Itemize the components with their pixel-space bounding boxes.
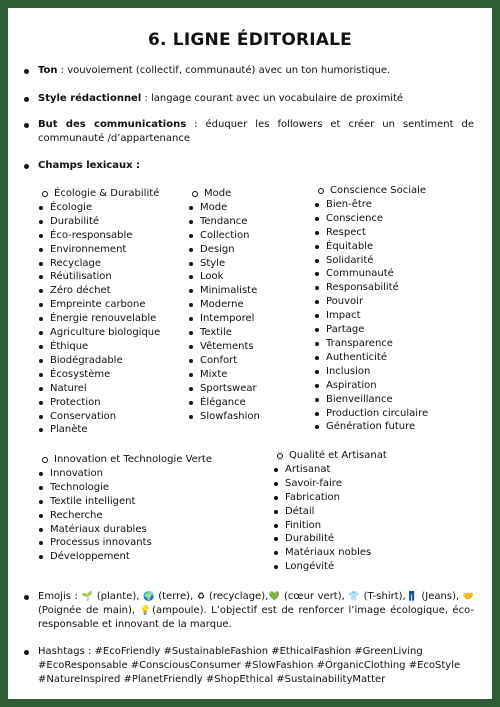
handshake-icon: 🤝: [462, 592, 474, 602]
green-heart-icon: 💚: [268, 592, 281, 602]
list-item: Respect: [314, 226, 428, 240]
list-item: Bien-être: [314, 198, 428, 212]
list-item: Matériaux durables: [38, 523, 212, 537]
list-item: Durabilité: [273, 532, 387, 546]
list-item: Pouvoir: [314, 295, 428, 309]
list-item: Authenticité: [314, 351, 428, 365]
recycle-icon: ♻: [196, 592, 206, 602]
group-heading: Innovation et Technologie Verte: [36, 453, 212, 467]
list-item: Élégance: [188, 396, 260, 410]
list-item: Innovation: [38, 467, 212, 481]
list-item: Transparence: [314, 337, 428, 351]
list-item: Planète: [38, 423, 160, 437]
champs-label: Champs lexicaux :: [38, 160, 141, 171]
list-item: Collection: [188, 229, 260, 243]
emoji-desc: (ampoule). L’objectif est de renforcer l’image écologique, éco-responsable et innovant de la marque.: [38, 605, 474, 630]
list-item: Éthique: [38, 340, 160, 354]
list-item: Minimaliste: [188, 284, 260, 298]
list-item: Production circulaire: [314, 407, 428, 421]
list-item: Bienveillance: [314, 393, 428, 407]
group-heading: Conscience Sociale: [312, 184, 428, 198]
list-item: Équitable: [314, 240, 428, 254]
group-innovation: [38, 453, 212, 564]
but-label: But des communications: [38, 119, 187, 130]
word-list: [188, 201, 260, 424]
list-item: Processus innovants: [38, 536, 212, 550]
list-item: Solidarité: [314, 254, 428, 268]
list-item: Finition: [273, 519, 387, 533]
list-item: Intemporel: [188, 312, 260, 326]
plant-icon: 🌱: [81, 592, 94, 602]
list-item: Responsabilité: [314, 281, 428, 295]
ton-text: : vouvoiement (collectif, communauté) avec un ton humoristique.: [57, 65, 391, 76]
group-heading: Écologie & Durabilité: [36, 187, 160, 201]
emoji-desc: (recyclage),: [205, 591, 269, 602]
but-text: : éduquer les followers et créer un sentiment de communauté /d’appartenance: [38, 119, 474, 144]
list-item: Éco-responsable: [38, 229, 160, 243]
tshirt-icon: 👕: [348, 592, 361, 602]
hashtags-text: Hashtags : #EcoFriendly #SustainableFashion #EthicalFashion #GreenLiving #EcoResponsable #ConsciousConsumer #SlowFashion #OrganicClothing #EcoStyle #NatureInspired #PlanetFriendly #ShopEthical #SustainabilityMatter: [38, 646, 461, 685]
list-item: Génération future: [314, 420, 428, 434]
list-item: Écosystème: [38, 368, 160, 382]
word-list: [314, 198, 428, 434]
list-item: Matériaux nobles: [273, 546, 387, 560]
list-item: Impact: [314, 309, 428, 323]
group-heading: Qualité et Artisanat: [271, 449, 387, 463]
list-item: Technologie: [38, 481, 212, 495]
list-item: Naturel: [38, 382, 160, 396]
list-item: Moderne: [188, 298, 260, 312]
list-item: Look: [188, 270, 260, 284]
list-item: Durabilité: [38, 215, 160, 229]
ton-label: Ton: [38, 65, 58, 76]
list-item: Style: [188, 257, 260, 271]
list-item: Réutilisation: [38, 270, 160, 284]
list-item: Textile intelligent: [38, 495, 212, 509]
group-heading: Mode: [186, 187, 260, 201]
emojis-line: [38, 590, 474, 632]
list-item: Savoir-faire: [273, 477, 387, 491]
jeans-icon: 👖: [405, 592, 418, 602]
word-list: [273, 463, 387, 574]
emoji-desc: (terre),: [154, 591, 197, 602]
word-list: [38, 467, 212, 564]
list-item: Agriculture biologique: [38, 326, 160, 340]
list-item: Protection: [38, 396, 160, 410]
list-item: Slowfashion: [188, 410, 260, 424]
group-sociale: [314, 184, 428, 434]
list-item: Empreinte carbone: [38, 298, 160, 312]
list-item: Recyclage: [38, 257, 160, 271]
emoji-desc: (T-shirt),: [360, 591, 406, 602]
list-item: Tendance: [188, 215, 260, 229]
list-item: Inclusion: [314, 365, 428, 379]
group-ecologie: [38, 187, 160, 437]
list-item: Communauté: [314, 267, 428, 281]
list-item: Artisanat: [273, 463, 387, 477]
style-label: Style rédactionnel: [38, 93, 142, 104]
document-page: [8, 8, 492, 699]
emoji-desc: (Poignée de main),: [38, 605, 140, 616]
list-item: Sportswear: [188, 382, 260, 396]
list-item: Biodégradable: [38, 354, 160, 368]
list-item: Partage: [314, 323, 428, 337]
list-item: Confort: [188, 354, 260, 368]
list-item: Aspiration: [314, 379, 428, 393]
page-title: 6. LIGNE ÉDITORIALE: [148, 30, 352, 50]
champs-line: [38, 159, 474, 173]
hashtags-line: [38, 645, 474, 687]
list-item: Longévité: [273, 560, 387, 574]
list-item: Textile: [188, 326, 260, 340]
list-item: Zéro déchet: [38, 284, 160, 298]
list-item: Mixte: [188, 368, 260, 382]
earth-icon: 🌍: [143, 592, 155, 602]
list-item: Mode: [188, 201, 260, 215]
list-item: Conscience: [314, 212, 428, 226]
emoji-desc: (cœur vert),: [280, 591, 349, 602]
style-text: : langage courant avec un vocabulaire de proximité: [141, 93, 404, 104]
list-item: Énergie renouvelable: [38, 312, 160, 326]
emojis-label: Emojis :: [38, 591, 78, 602]
emoji-desc: (plante),: [93, 591, 143, 602]
list-item: Environnement: [38, 243, 160, 257]
group-mode: [188, 187, 260, 423]
style-line: [38, 92, 474, 106]
list-item: Détail: [273, 505, 387, 519]
ton-line: [38, 64, 474, 78]
list-item: Design: [188, 243, 260, 257]
word-list: [38, 201, 160, 437]
list-item: Recherche: [38, 509, 212, 523]
emoji-desc: (Jeans),: [417, 591, 463, 602]
list-item: Fabrication: [273, 491, 387, 505]
list-item: Conservation: [38, 410, 160, 424]
group-qualite: [273, 449, 387, 574]
but-line: [38, 118, 474, 146]
list-item: Vêtements: [188, 340, 260, 354]
lightbulb-icon: 💡: [139, 606, 153, 616]
list-item: Écologie: [38, 201, 160, 215]
list-item: Développement: [38, 550, 212, 564]
